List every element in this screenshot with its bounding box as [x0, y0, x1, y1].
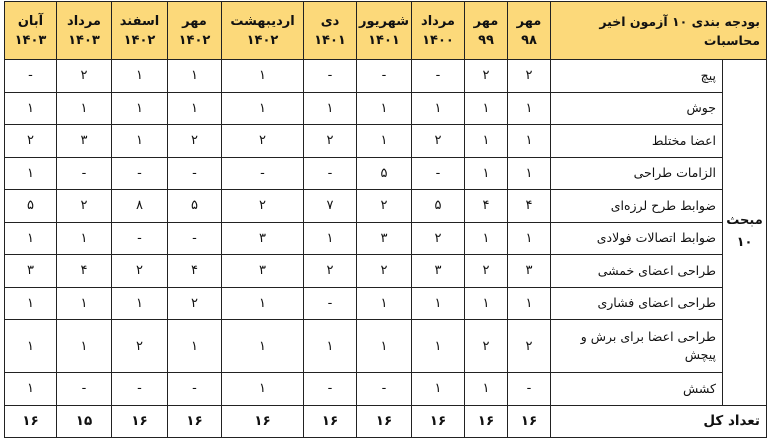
- topic-cell: ضوابط طرح لرزه‌ای: [551, 190, 723, 223]
- topic-cell: ضوابط اتصالات فولادی: [551, 222, 723, 255]
- total-value-cell: ۱۶: [304, 405, 357, 437]
- value-cell: ۱: [112, 287, 168, 320]
- value-cell: ۲: [412, 125, 465, 158]
- value-cell: ۴: [57, 255, 112, 288]
- total-value-cell: ۱۶: [508, 405, 551, 437]
- value-cell: ۲: [222, 125, 304, 158]
- table-row: [5, 320, 767, 373]
- value-cell: ۲: [304, 125, 357, 158]
- value-cell: -: [168, 157, 222, 190]
- value-cell: -: [357, 60, 412, 93]
- value-cell: ۳: [5, 255, 57, 288]
- value-cell: ۱: [5, 320, 57, 373]
- column-header: دی ۱۴۰۱: [304, 2, 357, 60]
- column-header: آبان ۱۴۰۳: [5, 2, 57, 60]
- value-cell: ۲: [357, 255, 412, 288]
- value-cell: -: [112, 222, 168, 255]
- value-cell: ۱: [112, 125, 168, 158]
- value-cell: ۱: [222, 92, 304, 125]
- value-cell: ۱: [5, 157, 57, 190]
- column-header: اردیبهشت ۱۴۰۲: [222, 2, 304, 60]
- value-cell: ۱: [465, 373, 508, 406]
- value-cell: ۳: [508, 255, 551, 288]
- value-cell: -: [57, 157, 112, 190]
- value-cell: ۱: [465, 157, 508, 190]
- value-cell: ۵: [412, 190, 465, 223]
- value-cell: ۱: [5, 92, 57, 125]
- topic-cell: طراحی اعضا برای برش و پیچش: [551, 320, 723, 373]
- total-value-cell: ۱۶: [168, 405, 222, 437]
- value-cell: ۱: [57, 222, 112, 255]
- value-cell: ۲: [465, 60, 508, 93]
- value-cell: -: [412, 60, 465, 93]
- value-cell: ۱: [304, 92, 357, 125]
- value-cell: ۱: [412, 92, 465, 125]
- value-cell: ۲: [57, 190, 112, 223]
- value-cell: ۱: [357, 320, 412, 373]
- value-cell: -: [112, 373, 168, 406]
- value-cell: ۱: [57, 287, 112, 320]
- value-cell: ۱: [168, 92, 222, 125]
- value-cell: ۱: [112, 92, 168, 125]
- value-cell: ۱: [465, 125, 508, 158]
- value-cell: ۱: [465, 287, 508, 320]
- value-cell: ۱: [112, 60, 168, 93]
- value-cell: -: [222, 157, 304, 190]
- value-cell: ۱: [304, 222, 357, 255]
- value-cell: ۳: [222, 222, 304, 255]
- value-cell: ۱: [508, 157, 551, 190]
- value-cell: ۵: [5, 190, 57, 223]
- value-cell: -: [508, 373, 551, 406]
- value-cell: ۲: [465, 255, 508, 288]
- table-row: [5, 190, 767, 223]
- total-value-cell: ۱۶: [465, 405, 508, 437]
- section-number: ۱۰: [736, 235, 753, 251]
- value-cell: ۴: [508, 190, 551, 223]
- value-cell: -: [304, 287, 357, 320]
- value-cell: ۲: [112, 255, 168, 288]
- value-cell: ۲: [57, 60, 112, 93]
- value-cell: ۱: [5, 373, 57, 406]
- column-header: اسفند ۱۴۰۲: [112, 2, 168, 60]
- table-row: [5, 287, 767, 320]
- value-cell: ۲: [508, 320, 551, 373]
- table-title: بودجه بندی ۱۰ آزمون اخیر محاسبات: [551, 2, 767, 60]
- value-cell: ۱: [412, 373, 465, 406]
- value-cell: ۱: [57, 320, 112, 373]
- topic-cell: جوش: [551, 92, 723, 125]
- budget-table: [4, 1, 767, 438]
- total-value-cell: ۱۶: [5, 405, 57, 437]
- value-cell: -: [5, 60, 57, 93]
- value-cell: ۲: [222, 190, 304, 223]
- value-cell: ۱: [357, 287, 412, 320]
- topic-cell: طراحی اعضای خمشی: [551, 255, 723, 288]
- section-name: مبحث: [726, 213, 763, 229]
- value-cell: ۱: [508, 287, 551, 320]
- value-cell: ۱: [222, 287, 304, 320]
- column-header: مهر ۱۴۰۲: [168, 2, 222, 60]
- value-cell: ۱: [304, 320, 357, 373]
- value-cell: ۱: [412, 320, 465, 373]
- value-cell: -: [304, 373, 357, 406]
- value-cell: ۷: [304, 190, 357, 223]
- topic-cell: الزامات طراحی: [551, 157, 723, 190]
- value-cell: -: [168, 222, 222, 255]
- value-cell: ۱: [168, 320, 222, 373]
- value-cell: ۱: [465, 222, 508, 255]
- value-cell: ۵: [168, 190, 222, 223]
- total-value-cell: ۱۶: [222, 405, 304, 437]
- value-cell: ۲: [465, 320, 508, 373]
- value-cell: ۲: [168, 287, 222, 320]
- value-cell: ۱: [465, 92, 508, 125]
- value-cell: ۱: [222, 60, 304, 93]
- topic-cell: اعضا مختلط: [551, 125, 723, 158]
- value-cell: ۳: [222, 255, 304, 288]
- value-cell: ۱: [508, 125, 551, 158]
- value-cell: ۸: [112, 190, 168, 223]
- value-cell: ۳: [357, 222, 412, 255]
- value-cell: ۱: [357, 92, 412, 125]
- value-cell: -: [112, 157, 168, 190]
- value-cell: ۱: [222, 320, 304, 373]
- value-cell: -: [357, 373, 412, 406]
- total-row: [5, 405, 767, 437]
- value-cell: -: [412, 157, 465, 190]
- total-value-cell: ۱۶: [412, 405, 465, 437]
- column-header: مهر ۹۹: [465, 2, 508, 60]
- value-cell: ۲: [508, 60, 551, 93]
- total-value-cell: ۱۵: [57, 405, 112, 437]
- value-cell: ۲: [412, 222, 465, 255]
- value-cell: -: [168, 373, 222, 406]
- value-cell: ۱: [412, 287, 465, 320]
- value-cell: ۱: [5, 222, 57, 255]
- total-value-cell: ۱۶: [357, 405, 412, 437]
- value-cell: ۲: [168, 125, 222, 158]
- value-cell: -: [304, 157, 357, 190]
- value-cell: -: [304, 60, 357, 93]
- value-cell: ۳: [57, 125, 112, 158]
- total-value-cell: ۱۶: [112, 405, 168, 437]
- header-row: [5, 2, 767, 60]
- topic-cell: طراحی اعضای فشاری: [551, 287, 723, 320]
- table-row: [5, 222, 767, 255]
- value-cell: ۲: [112, 320, 168, 373]
- value-cell: ۱: [357, 125, 412, 158]
- value-cell: ۱: [508, 222, 551, 255]
- table-body: [5, 60, 767, 438]
- table-row: [5, 60, 767, 93]
- value-cell: ۴: [465, 190, 508, 223]
- column-header: شهریور ۱۴۰۱: [357, 2, 412, 60]
- column-header: مهر ۹۸: [508, 2, 551, 60]
- value-cell: ۲: [5, 125, 57, 158]
- value-cell: -: [57, 373, 112, 406]
- value-cell: ۱: [168, 60, 222, 93]
- section-label: [723, 60, 767, 406]
- value-cell: ۲: [304, 255, 357, 288]
- column-header: مرداد ۱۴۰۳: [57, 2, 112, 60]
- table-row: [5, 255, 767, 288]
- table-row: [5, 125, 767, 158]
- value-cell: ۲: [357, 190, 412, 223]
- value-cell: ۴: [168, 255, 222, 288]
- topic-cell: پیچ: [551, 60, 723, 93]
- value-cell: ۱: [508, 92, 551, 125]
- value-cell: ۱: [222, 373, 304, 406]
- table-row: [5, 92, 767, 125]
- value-cell: ۱: [5, 287, 57, 320]
- table-row: [5, 373, 767, 406]
- table-row: [5, 157, 767, 190]
- topic-cell: کشش: [551, 373, 723, 406]
- column-header: مرداد ۱۴۰۰: [412, 2, 465, 60]
- value-cell: ۳: [412, 255, 465, 288]
- total-label: تعداد کل: [551, 405, 767, 437]
- value-cell: ۱: [57, 92, 112, 125]
- value-cell: ۵: [357, 157, 412, 190]
